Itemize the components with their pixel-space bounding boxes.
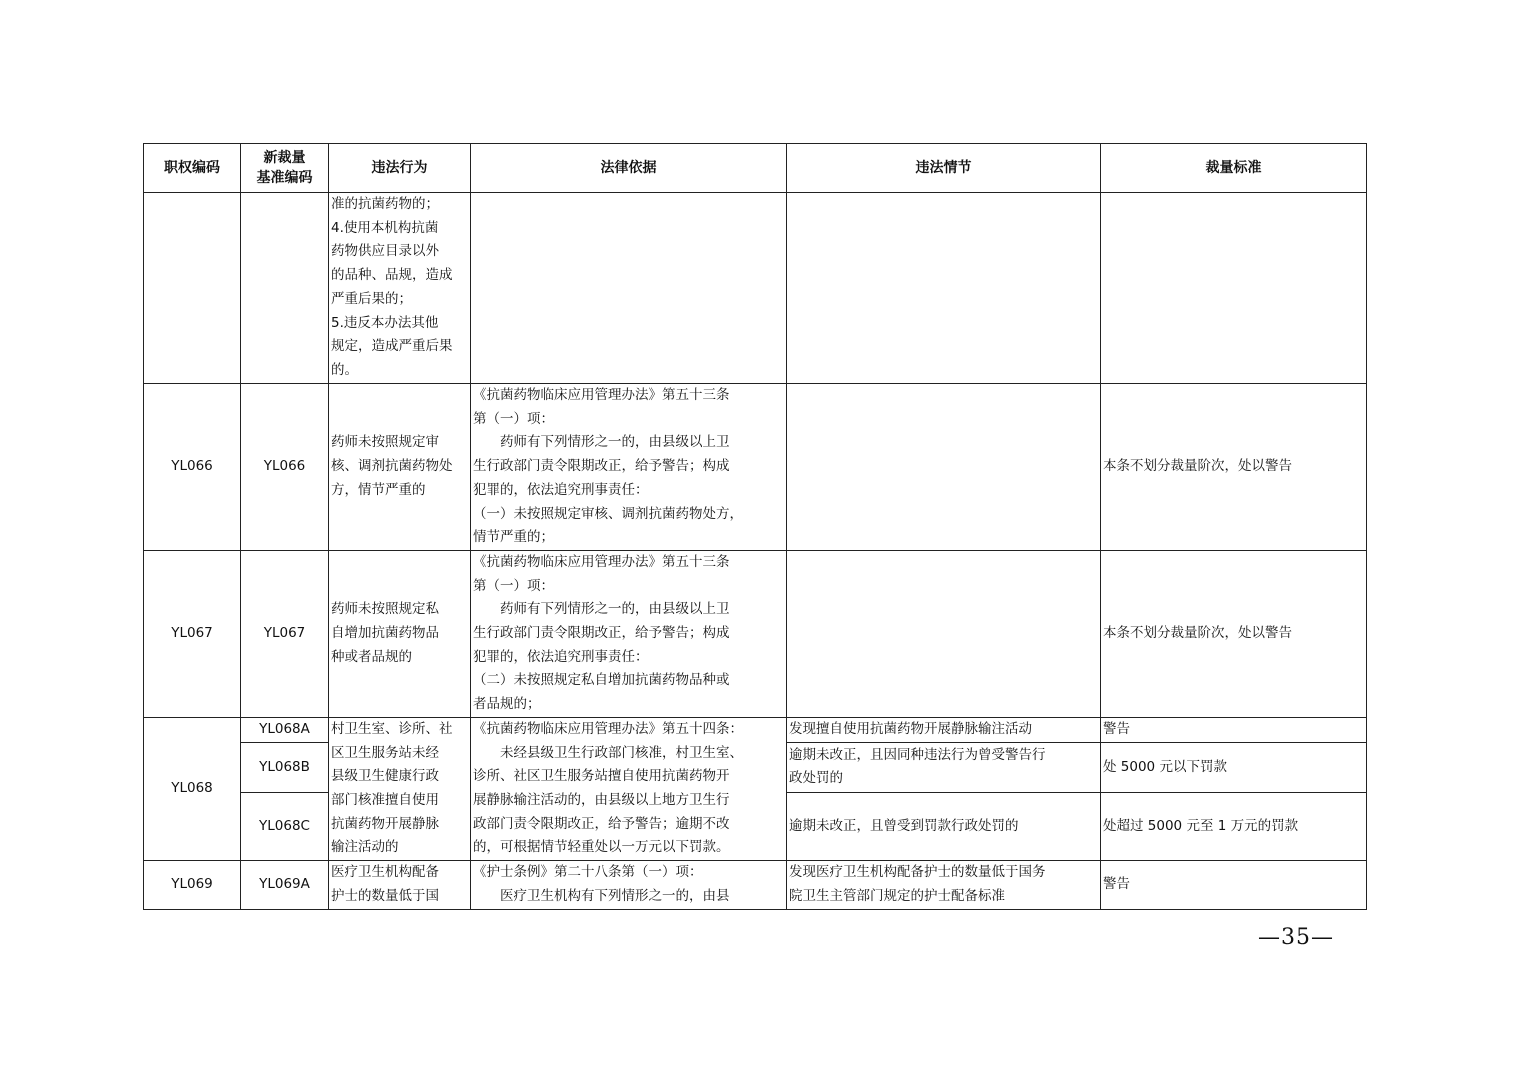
cell-circumstances: 逾期未改正，且因同种违法行为曾受警告行 政处罚的	[787, 742, 1101, 792]
cell-legal-basis	[471, 861, 787, 909]
cell-code: YL066	[144, 384, 241, 551]
header-circumstances: 违法情节	[787, 144, 1101, 193]
cell-violation: 药师未按照规定私 自增加抗菌药物品 种或者品规的	[329, 550, 471, 717]
cell-new-code: YL067	[241, 550, 329, 717]
header-standard: 裁量标准	[1101, 144, 1367, 193]
cell-new-code: YL069A	[241, 861, 329, 909]
cell-new-code: YL068C	[241, 793, 329, 861]
cell-circumstances: 发现医疗卫生机构配备护士的数量低于国务 院卫生主管部门规定的护士配备标准	[787, 861, 1101, 909]
cell-violation: 村卫生室、诊所、社 区卫生服务站未经 县级卫生健康行政 部门核准擅自使用 抗菌药物开展静脉 输注活动的	[329, 717, 471, 860]
cell-legal-basis	[471, 384, 787, 551]
header-new-code: 新裁量 基准编码	[241, 144, 329, 193]
legal-basis-text: 药师有下列情形之一的，由县级以上卫 生行政部门责令限期改正，给予警告；构成 犯罪的，依法追究刑事责任： （一）未按照规定审核、调剂抗菌药物处方， 情节严重的；	[473, 434, 743, 546]
table-row	[144, 861, 1367, 909]
cell-standard	[1101, 193, 1367, 384]
cell-violation: 准的抗菌药物的； 4.使用本机构抗菌 药物供应目录以外 的品种、品规，造成 严重后果的； 5.违反本办法其他 规定，造成严重后果 的。	[329, 193, 471, 384]
cell-new-code	[241, 193, 329, 384]
legal-basis-heading: 《抗菌药物临床应用管理办法》第五十三条 第（一）项：	[473, 553, 730, 594]
cell-legal-basis	[471, 717, 787, 860]
cell-legal-basis	[471, 550, 787, 717]
table-row	[144, 193, 1367, 384]
legal-basis-text: 未经县级卫生行政部门核准，村卫生室、 诊所、社区卫生服务站擅自使用抗菌药物开 展静脉输注活动的，由县级以上地方卫生行 政部门责令限期改正，给予警告；逾期不改 的，可根据情节轻重处以一万元以下罚款。	[473, 744, 743, 856]
cell-standard: 处超过 5000 元至 1 万元的罚款	[1101, 793, 1367, 861]
cell-violation: 药师未按照规定审 核、调剂抗菌药物处 方，情节严重的	[329, 384, 471, 551]
cell-standard: 本条不划分裁量阶次，处以警告	[1101, 384, 1367, 551]
cell-code: YL068	[144, 717, 241, 860]
cell-code: YL069	[144, 861, 241, 909]
cell-new-code: YL068B	[241, 742, 329, 792]
cell-new-code: YL068A	[241, 717, 329, 742]
penalty-standards-table	[143, 143, 1367, 910]
cell-standard: 本条不划分裁量阶次，处以警告	[1101, 550, 1367, 717]
header-legal-basis: 法律依据	[471, 144, 787, 193]
cell-circumstances	[787, 193, 1101, 384]
page-number: —35—	[1258, 925, 1334, 950]
legal-basis-text: 药师有下列情形之一的，由县级以上卫 生行政部门责令限期改正，给予警告；构成 犯罪的，依法追究刑事责任： （二）未按照规定私自增加抗菌药物品种或 者品规的；	[473, 601, 730, 713]
table-row	[144, 550, 1367, 717]
cell-code	[144, 193, 241, 384]
cell-standard: 警告	[1101, 717, 1367, 742]
cell-code: YL067	[144, 550, 241, 717]
cell-standard: 警告	[1101, 861, 1367, 909]
legal-basis-heading: 《护士条例》第二十八条第（一）项：	[473, 864, 703, 881]
legal-basis-heading: 《抗菌药物临床应用管理办法》第五十四条：	[473, 720, 743, 737]
cell-legal-basis	[471, 193, 787, 384]
legal-basis-text: 医疗卫生机构有下列情形之一的，由县	[500, 887, 730, 904]
cell-circumstances: 发现擅自使用抗菌药物开展静脉输注活动	[787, 717, 1101, 742]
cell-circumstances: 逾期未改正，且曾受到罚款行政处罚的	[787, 793, 1101, 861]
cell-new-code: YL066	[241, 384, 329, 551]
cell-circumstances	[787, 384, 1101, 551]
cell-violation: 医疗卫生机构配备 护士的数量低于国	[329, 861, 471, 909]
cell-standard: 处 5000 元以下罚款	[1101, 742, 1367, 792]
table-row	[144, 384, 1367, 551]
table-header-row	[144, 144, 1367, 193]
header-violation: 违法行为	[329, 144, 471, 193]
header-authority-code: 职权编码	[144, 144, 241, 193]
table-row	[144, 717, 1367, 742]
legal-basis-heading: 《抗菌药物临床应用管理办法》第五十三条 第（一）项：	[473, 387, 730, 427]
cell-circumstances	[787, 550, 1101, 717]
